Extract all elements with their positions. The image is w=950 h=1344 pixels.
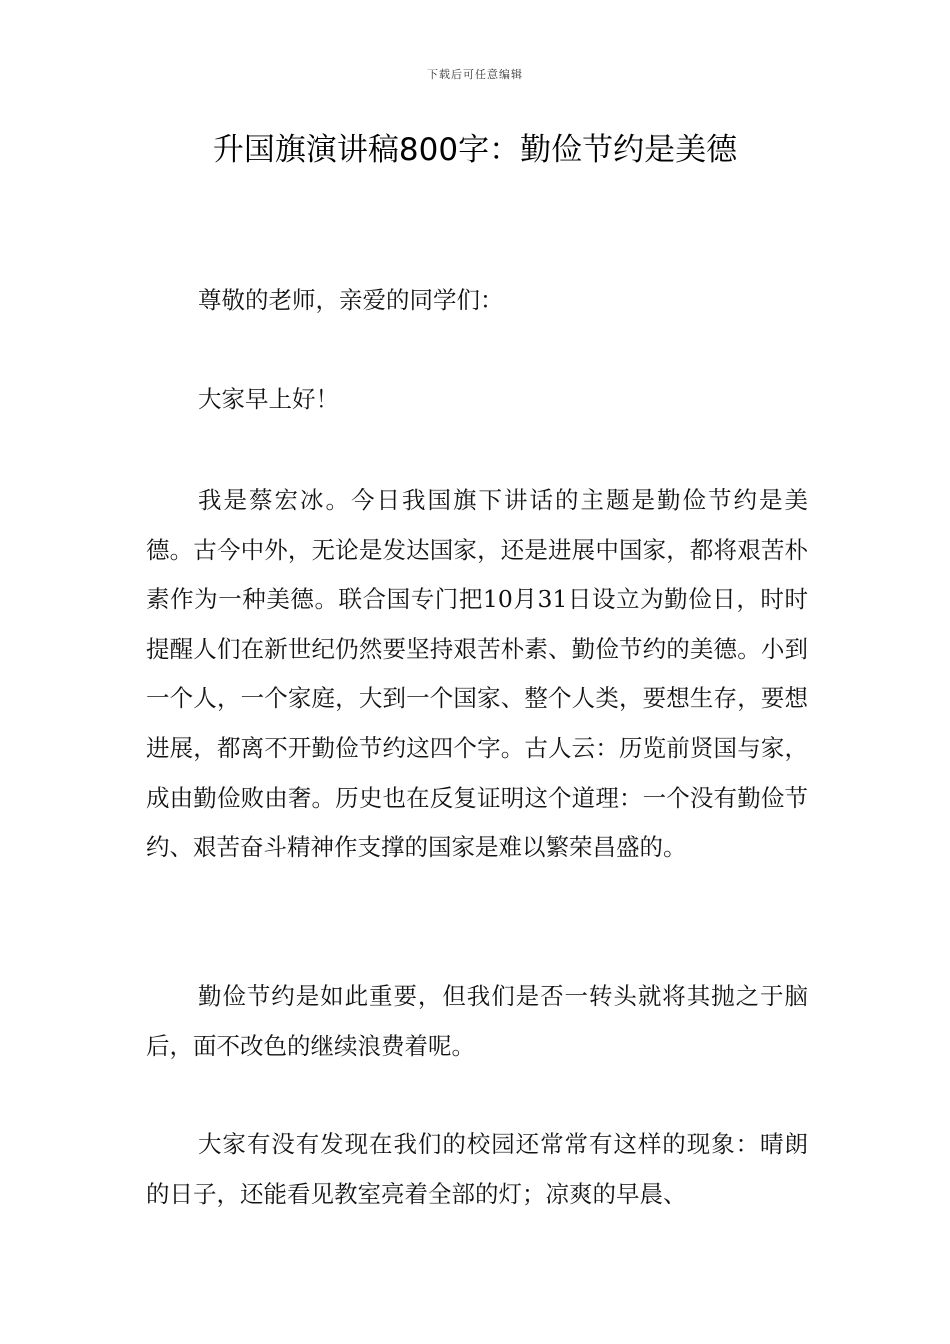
paragraph-3: 大家有没有发现在我们的校园还常常有这样的现象：晴朗的日子，还能看见教室亮着全部的灯；凉爽的早晨、: [146, 1130, 808, 1208]
document-title: 升国旗演讲稿800字：勤俭节约是美德: [212, 132, 738, 168]
paragraph-2: 勤俭节约是如此重要，但我们是否一转头就将其抛之于脑后，面不改色的继续浪费着呢。: [146, 982, 808, 1060]
header-note: 下载后可任意编辑: [427, 68, 523, 81]
greeting-line: 尊敬的老师，亲爱的同学们：: [198, 286, 504, 314]
paragraph-1: 我是蔡宏冰。今日我国旗下讲话的主题是勤俭节约是美德。古今中外，无论是发达国家，还是进展中国家，都将艰苦朴素作为一种美德。联合国专门把10月31日设立为勤俭日，时时提醒人们在新世纪仍然要坚持艰苦朴素、勤俭节约的美德。小到一个人，一个家庭，大到一个国家、整个人类，要想生存，要想进展，都离不开勤俭节约这四个字。古人云：历览前贤国与家，成由勤俭败由奢。历史也在反复证明这个道理：一个没有勤俭节约、艰苦奋斗精神作支撑的国家是难以繁荣昌盛的。: [146, 486, 808, 862]
morning-greeting: 大家早上好！: [198, 385, 339, 413]
